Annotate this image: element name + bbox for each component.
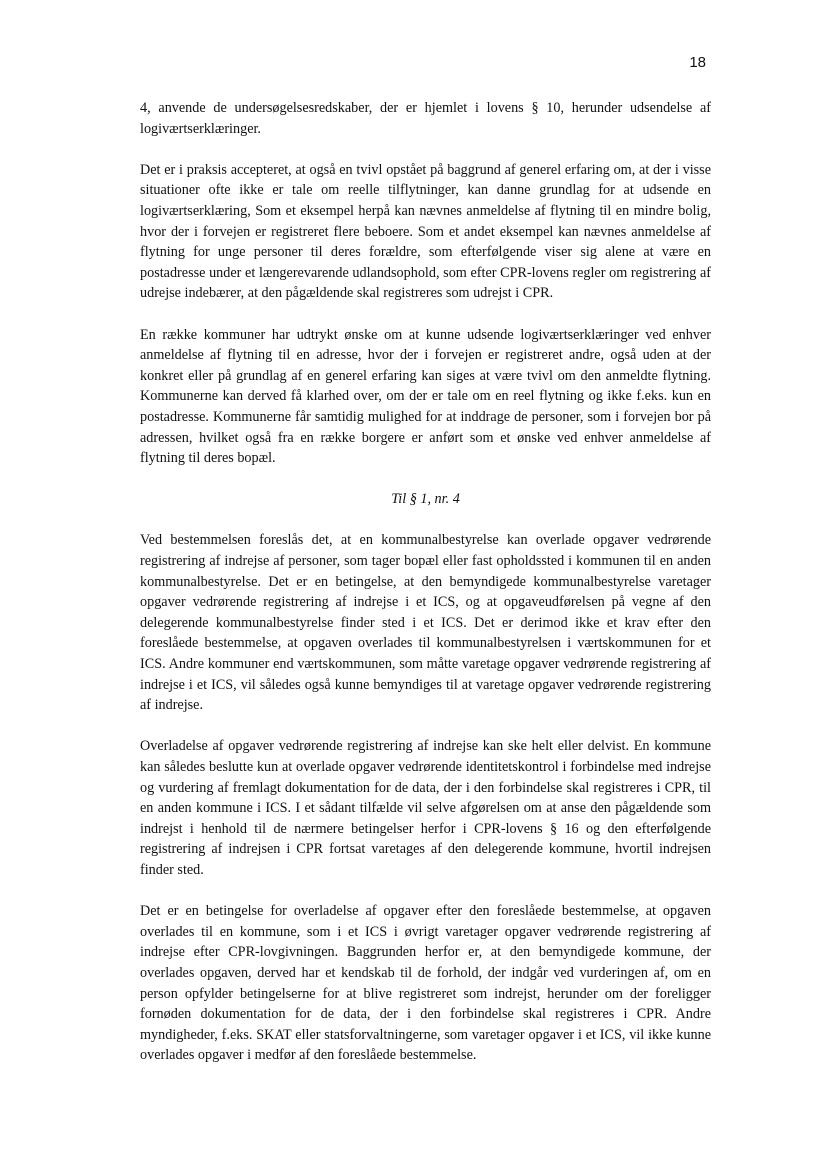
paragraph-6: Det er en betingelse for overladelse af opgaver efter den foreslåede bestemmelse, at opgaven overlades til en kommune, som i et ICS i øvrigt varetager opgaver vedrørende registrering af indrejse efter CPR-lovgivningen. Baggrunden herfor er, at den bemyndigede kommune, der overlades opgaven, derved har et kendskab til de forhold, der indgår ved vurderingen af, om en person opfylder betingelserne for at blive registreret som indrejst, herunder om der foreligger fornøden dokumentation for de data, der i den forbindelse skal registreres i CPR. Andre myndigheder, f.eks. SKAT eller statsforvaltningerne, som varetager opgaver i et ICS, vil ikke kunne overlades opgaver i medfør af den foreslåede bestemmelse.	[140, 903, 711, 1064]
paragraph-2: Det er i praksis accepteret, at også en tvivl opstået på baggrund af generel erfaring om, at der i visse situationer ofte ikke er tale om reelle tilflytninger, kan danne grundlag for at udsende en logiværtserklæring, Som et eksempel herpå kan nævnes anmeldelse af flytning til en mindre bolig, hvor der i forvejen er registreret flere beboere. Som et andet eksempel kan nævnes anmeldelse af flytning for unge personer til deres forældre, som efterfølgende viser sig alene at være en postadresse under et længerevarende udlandsophold, som efter CPR-lovens regler om registrering af udrejse indebærer, at den pågældende skal registreres som udrejst i CPR.	[140, 161, 711, 302]
section-heading: Til § 1, nr. 4	[391, 491, 460, 508]
paragraph-1: 4, anvende de undersøgelsesredskaber, der er hjemlet i lovens § 10, herunder udsendelse af logiværtserklæringer.	[140, 100, 711, 137]
paragraph-3: En række kommuner har udtrykt ønske om at kunne udsende logiværtserklæringer ved enhver anmeldelse af flytning til en adresse, hvor der i forvejen er registreret andre, også uden at der konkret eller på grundlag af en generel erfaring kan siges at være tvivl om den anmeldte flytning. Kommunerne kan derved få klarhed over, om der er tale om en reel flytning og ikke f.eks. kun en postadresse. Kommunerne får samtidig mulighed for at inddrage de personer, som i forvejen bor på adressen, hvilket også fra en række borgere er anført som et ønske ved enhver anmeldelse af flytning til deres bopæl.	[140, 326, 711, 467]
document-body	[140, 98, 711, 1087]
paragraph-5: Overladelse af opgaver vedrørende registrering af indrejse kan ske helt eller delvist. En kommune kan således beslutte kun at overlade opgaver vedrørende identitetskontrol i forbindelse med indrejse og vurdering af fremlagt dokumentation for de data, der i den forbindelse skal registreres i CPR, til en anden kommune i ICS. I et sådant tilfælde vil selve afgørelsen om at anse den pågældende som indrejst i henhold til de nærmere betingelser herfor i CPR-lovens § 16 og den efterfølgende registrering af indrejsen i CPR fortsat varetages af den delegerende kommune, hvortil indrejsen finder sted.	[140, 738, 711, 878]
paragraph-4: Ved bestemmelsen foreslås det, at en kommunalbestyrelse kan overlade opgaver vedrørende registrering af indrejse af personer, som tager bopæl eller fast opholdssted i kommunen til en anden kommunalbestyrelse. Det er en betingelse, at den bemyndigede kommunalbestyrelse varetager opgaver vedrørende registrering af indrejse i et ICS, og at opgaveudførelsen på vegne af den delegerende kommunalbestyrelse finder sted i et ICS. Det er derimod ikke et krav efter den foreslåede bestemmelse, at opgaven overlades til kommunalbestyrelsen i værtskommunen for et ICS. Andre kommuner end værtskommunen, som måtte varetage opgaver vedrørende registrering af indrejse i et ICS, vil således også kunne bemyndiges til at varetage opgaver vedrørende registrering af indrejse.	[140, 532, 711, 714]
page-number: 18	[689, 54, 706, 71]
